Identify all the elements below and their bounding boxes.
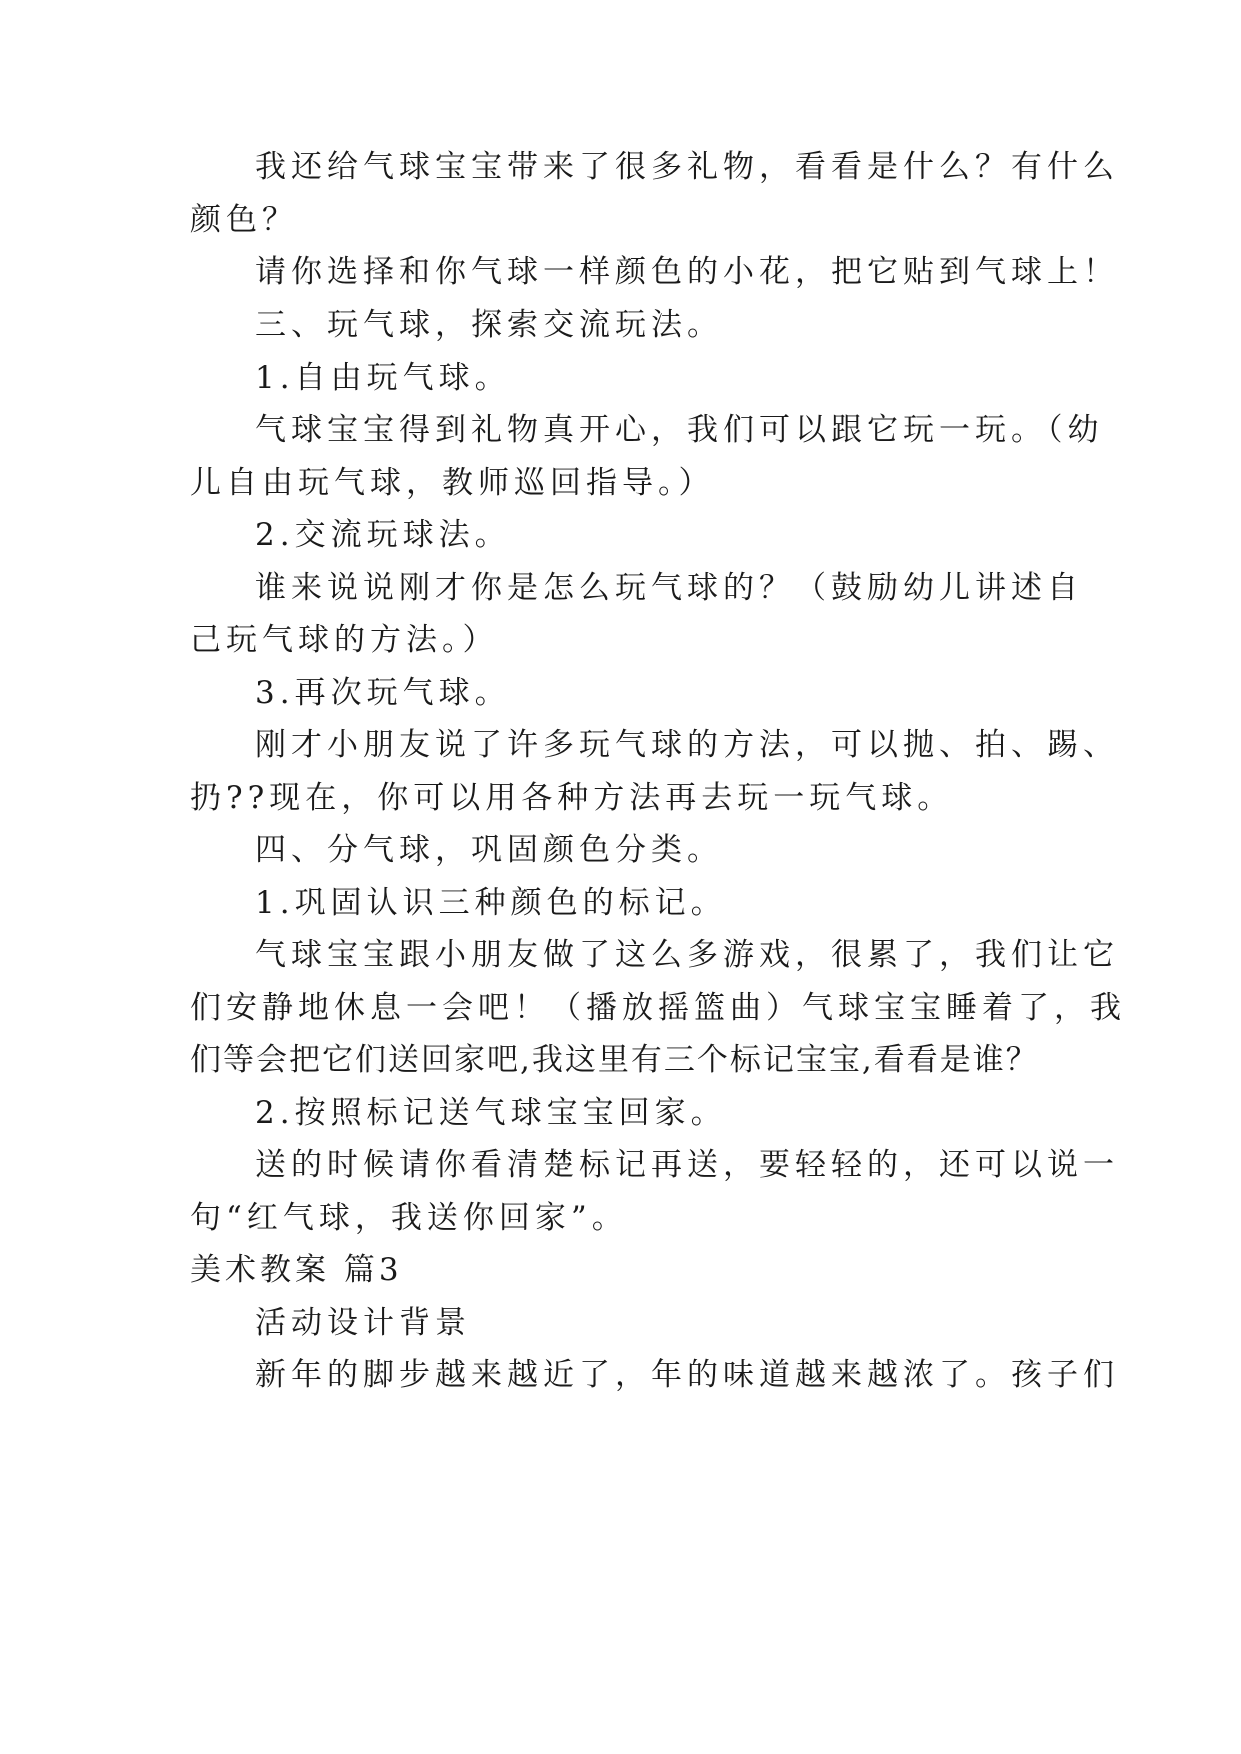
paragraph-line: 扔??现在，你可以用各种方法再去玩一玩气球。 <box>190 780 954 816</box>
section-heading: 四、分气球，巩固颜色分类。 <box>255 832 723 868</box>
section-heading: 三、玩气球，探索交流玩法。 <box>255 307 723 343</box>
step-heading: 2.交流玩球法。 <box>255 517 511 553</box>
paragraph-line: 们等会把它们送回家吧,我这里有三个标记宝宝,看看是谁？ <box>190 1042 1039 1078</box>
paragraph-line: 我还给气球宝宝带来了很多礼物，看看是什么？有什么 <box>255 149 1119 185</box>
paragraph-line: 送的时候请你看清楚标记再送，要轻轻的，还可以说一 <box>255 1147 1119 1183</box>
paragraph-line: 刚才小朋友说了许多玩气球的方法，可以抛、拍、踢、 <box>255 727 1119 763</box>
step-heading: 1.自由玩气球。 <box>255 360 511 396</box>
paragraph-line: 儿自由玩气球，教师巡回指导。） <box>190 465 715 501</box>
paragraph-line: 颜色？ <box>190 202 298 238</box>
paragraph-line: 谁来说说刚才你是怎么玩气球的？（鼓励幼儿讲述自 <box>255 570 1083 606</box>
paragraph-line: 请你选择和你气球一样颜色的小花，把它贴到气球上！ <box>255 254 1119 290</box>
step-heading: 1.巩固认识三种颜色的标记。 <box>255 885 727 921</box>
paragraph-line: 气球宝宝跟小朋友做了这么多游戏，很累了，我们让它 <box>255 937 1119 973</box>
subsection-heading: 活动设计背景 <box>255 1305 471 1341</box>
paragraph-line: 们安静地休息一会吧！（播放摇篮曲）气球宝宝睡着了，我 <box>190 990 1126 1026</box>
paragraph-line: 句“红气球，我送你回家”。 <box>190 1200 628 1236</box>
paragraph-line: 新年的脚步越来越近了，年的味道越来越浓了。孩子们 <box>255 1357 1119 1393</box>
paragraph-line: 气球宝宝得到礼物真开心，我们可以跟它玩一玩。（幼 <box>255 412 1104 448</box>
step-heading: 3.再次玩气球。 <box>255 675 511 711</box>
paragraph-line: 己玩气球的方法。） <box>190 622 499 658</box>
article-heading: 美术教案 篇3 <box>190 1252 403 1288</box>
step-heading: 2.按照标记送气球宝宝回家。 <box>255 1095 727 1131</box>
